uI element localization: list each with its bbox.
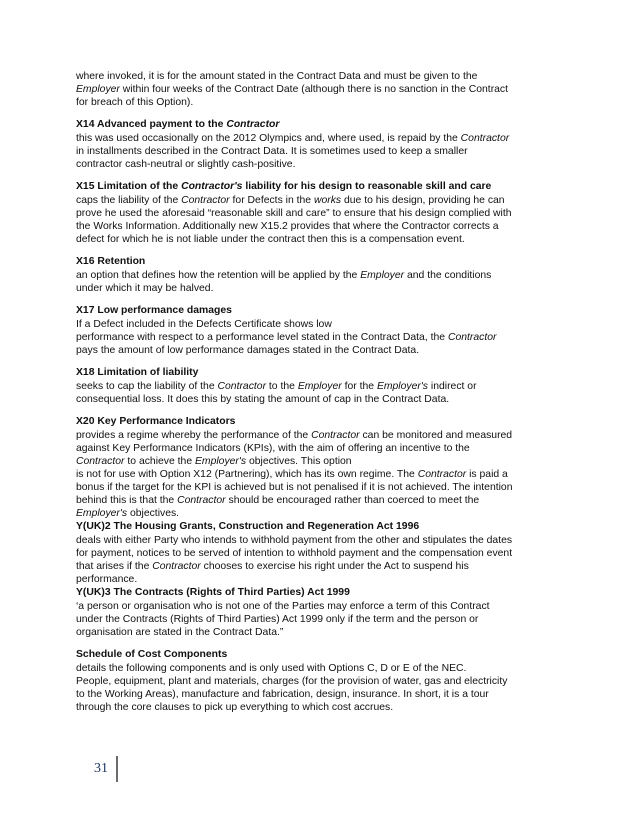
heading-text-run: X17 Low performance damages	[76, 305, 232, 316]
text-run: within four weeks of the Contract Date (although there is no sanction in the Contract	[119, 84, 509, 95]
text-line	[76, 220, 562, 233]
page-footer	[94, 756, 118, 782]
text-run: to the	[266, 381, 298, 392]
text-line	[76, 494, 562, 507]
text-run: Employer's	[376, 381, 429, 392]
text-line	[76, 701, 562, 714]
text-run: works	[313, 195, 342, 206]
heading-text-run: X18 Limitation of liability	[76, 367, 199, 378]
text-run: behind this is that the	[76, 495, 178, 506]
text-line	[76, 547, 562, 560]
section	[76, 366, 562, 406]
page-number: 31	[94, 761, 108, 776]
text-line	[76, 380, 562, 393]
section-heading	[76, 366, 562, 379]
text-run: defect for which he is not liable under the contract then this is a compensation event.	[76, 234, 465, 245]
text-line	[76, 675, 562, 688]
section-heading	[76, 648, 562, 661]
section-paragraph	[76, 600, 562, 639]
heading-text-run: Y(UK)2 The Housing Grants, Construction and Regeneration Act 1996	[76, 521, 420, 532]
text-line	[76, 662, 562, 675]
text-line	[76, 507, 562, 520]
text-run: consequential loss. It does this by stating the amount of cap in the Contract Data.	[76, 394, 450, 405]
text-run: under the Contracts (Rights of Third Parties) Act 1999 only if the term and the person or	[76, 614, 479, 625]
text-run: an option that defines how the retention will be applied by the	[76, 270, 361, 281]
text-run: Employer's	[195, 456, 247, 467]
section	[76, 255, 562, 295]
text-line	[76, 442, 562, 455]
section-paragraph	[76, 70, 562, 109]
section-paragraph	[76, 662, 562, 714]
text-run: organisation are stated in the Contract Data.”	[76, 627, 284, 638]
text-line	[76, 96, 562, 109]
heading-text-run: X15 Limitation of the	[76, 181, 182, 192]
section-paragraph	[76, 318, 562, 357]
text-line	[76, 282, 562, 295]
heading-text-run: Y(UK)3 The Contracts (Rights of Third Parties) Act 1999	[76, 587, 350, 598]
section	[76, 70, 562, 109]
heading-text-run: Schedule of Cost Components	[76, 649, 228, 660]
text-run: objectives.	[127, 508, 180, 519]
footer-divider	[116, 756, 118, 782]
text-run: People, equipment, plant and materials, charges (for the provision of water, gas and electricity	[76, 676, 508, 687]
text-run: Employer	[360, 270, 405, 281]
text-run: where invoked, it is for the amount stated in the Contract Data and must be given to the	[76, 71, 478, 82]
text-run: due to his design, providing he can	[341, 195, 505, 206]
heading-text-run: X20 Key Performance Indicators	[76, 416, 236, 427]
section	[76, 648, 562, 714]
heading-text-run: X14 Advanced payment to the	[76, 119, 227, 130]
text-run: Contractor	[152, 561, 201, 572]
text-run: If a Defect included in the Defects Certificate shows low	[76, 319, 332, 330]
section-heading	[76, 118, 562, 131]
section-heading	[76, 255, 562, 268]
text-line	[76, 194, 562, 207]
heading-text-run: X16 Retention	[76, 256, 146, 267]
section	[76, 180, 562, 246]
text-run: under which it may be halved.	[76, 283, 214, 294]
text-run: should be encouraged rather than coerced to meet the	[225, 495, 480, 506]
text-line	[76, 534, 562, 547]
text-run: ‘a person or organisation who is not one of the Parties may enforce a term of this Contract	[76, 601, 490, 612]
section	[76, 304, 562, 357]
text-line	[76, 393, 562, 406]
text-line	[76, 688, 562, 701]
text-line	[76, 331, 562, 344]
text-run: in installments described in the Contract Data. It is sometimes used to keep a smaller	[76, 146, 468, 157]
text-line	[76, 560, 562, 573]
text-line	[76, 573, 562, 586]
section	[76, 118, 562, 171]
text-line	[76, 481, 562, 494]
text-run: performance.	[76, 574, 138, 585]
heading-text-run: Contractor	[226, 119, 280, 130]
text-run: Employer	[297, 381, 342, 392]
text-run: Contractor	[311, 430, 360, 441]
text-run: Contractor	[181, 195, 230, 206]
text-run: for the	[341, 381, 377, 392]
text-run: for Defects in the	[229, 195, 314, 206]
section-paragraph	[76, 194, 562, 246]
heading-text-run: liability for his design to reasonable skill and care	[242, 181, 492, 192]
section-heading	[76, 520, 562, 533]
text-run: this was used occasionally on the 2012 Olympics and, where used, is repaid by the	[76, 133, 461, 144]
section-heading	[76, 586, 562, 599]
text-line	[76, 269, 562, 282]
section-paragraph	[76, 269, 562, 295]
heading-text-run: Contractor's	[181, 181, 243, 192]
text-run: against Key Performance Indicators (KPIs), with the aim of offering an incentive to the	[76, 443, 470, 454]
section	[76, 586, 562, 639]
text-run: bonus if the target for the KPI is achieved but is not penalised if it is not achieved. The intention	[76, 482, 513, 493]
text-line	[76, 626, 562, 639]
text-line	[76, 207, 562, 220]
section-paragraph	[76, 534, 562, 586]
text-line	[76, 145, 562, 158]
document-body	[76, 70, 562, 723]
text-run: Contractor	[217, 381, 267, 392]
text-run: is not for use with Option X12 (Partnering), which has its own regime. The	[76, 469, 418, 480]
section	[76, 415, 562, 520]
text-run: objectives. This option	[246, 456, 352, 467]
section-paragraph	[76, 132, 562, 171]
text-line	[76, 233, 562, 246]
text-run: Contractor	[447, 332, 497, 343]
text-run: indirect or	[428, 381, 477, 392]
text-line	[76, 344, 562, 357]
text-run: caps the liability of the	[76, 195, 182, 206]
text-run: Contractor	[76, 456, 125, 467]
text-line	[76, 158, 562, 171]
text-run: Contractor	[417, 469, 467, 480]
text-line	[76, 132, 562, 145]
section-heading	[76, 415, 562, 428]
text-run: Contractor	[177, 495, 226, 506]
text-line	[76, 83, 562, 96]
text-run: the Works Information. Additionally new X15.2 provides that where the Contractor corrects a	[76, 221, 499, 232]
text-line	[76, 455, 562, 468]
text-line	[76, 613, 562, 626]
text-run: is paid a	[466, 469, 508, 480]
text-line	[76, 600, 562, 613]
text-line	[76, 468, 562, 481]
text-run: Contractor	[460, 133, 510, 144]
section-paragraph	[76, 429, 562, 520]
text-run: chooses to exercise his right under the Act to suspend his	[200, 561, 469, 572]
section-heading	[76, 180, 562, 193]
text-run: deals with either Party who intends to withhold payment from the other and stipulates the dates	[76, 535, 513, 546]
section	[76, 520, 562, 586]
text-line	[76, 318, 562, 331]
section-paragraph	[76, 380, 562, 406]
text-run: pays the amount of low performance damages stated in the Contract Data.	[76, 345, 420, 356]
text-run: for payment, notices to be served of intention to withhold payment and the compensation event	[76, 548, 513, 559]
text-run: can be monitored and measured	[359, 430, 513, 441]
text-run: for breach of this Option).	[76, 97, 194, 108]
text-run: provides a regime whereby the performance of the	[76, 430, 312, 441]
text-run: contractor cash-neutral or slightly cash-positive.	[76, 159, 296, 170]
text-run: and the conditions	[404, 270, 492, 281]
text-run: prove he used the aforesaid “reasonable skill and care” to ensure that his design complied with	[76, 208, 512, 219]
text-run: Employer	[76, 84, 120, 95]
text-run: performance with respect to a performance level stated in the Contract Data, the	[76, 332, 448, 343]
text-run: that arises if the	[76, 561, 153, 572]
text-run: to achieve the	[124, 456, 195, 467]
text-run: seeks to cap the liability of the	[76, 381, 218, 392]
text-run: through the core clauses to pick up everything to which cost accrues.	[76, 702, 394, 713]
text-run: to the Working Areas), manufacture and fabrication, design, insurance. In short, it is a tour	[76, 689, 489, 700]
text-run: Employer's	[76, 508, 128, 519]
text-run: details the following components and is only used with Options C, D or E of the NEC.	[76, 663, 467, 674]
section-heading	[76, 304, 562, 317]
text-line	[76, 429, 562, 442]
text-line	[76, 70, 562, 83]
